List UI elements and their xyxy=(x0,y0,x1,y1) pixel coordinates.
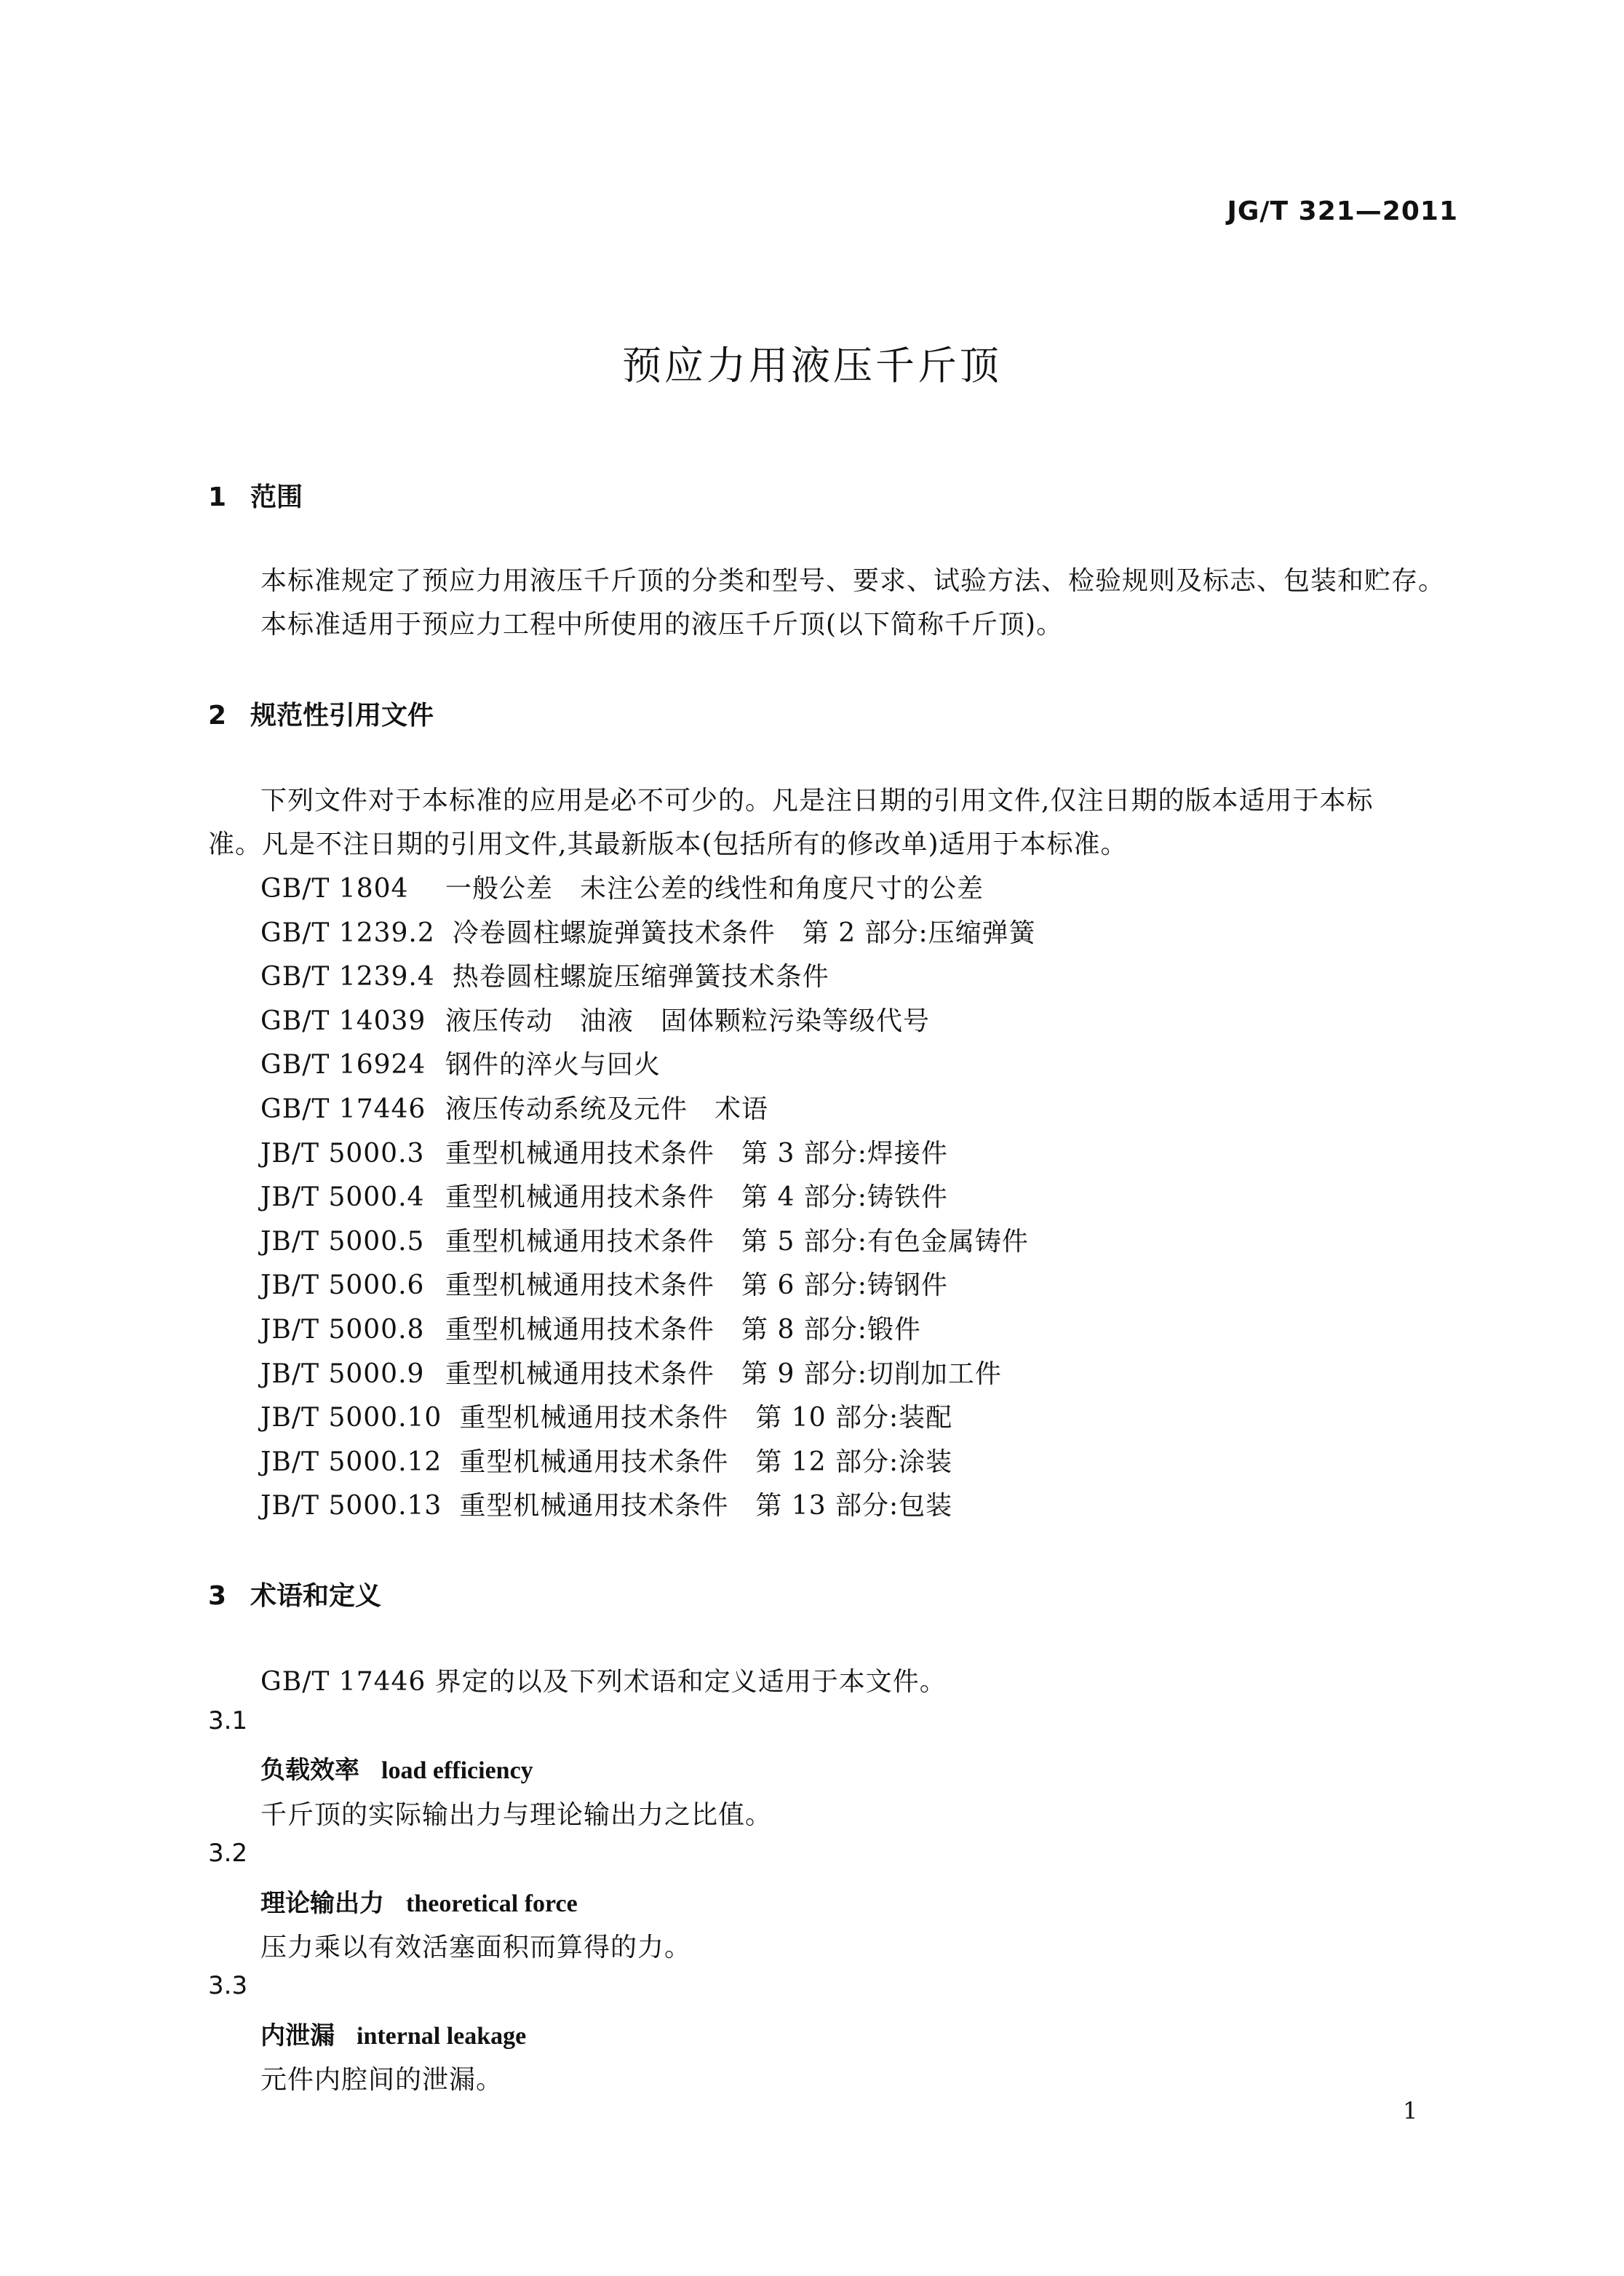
reference-title: 重型机械通用技术条件 第 12 部分:涂装 xyxy=(459,1447,953,1477)
reference-code: GB/T 17446 xyxy=(260,1094,426,1124)
reference-item xyxy=(260,1353,1002,1390)
reference-title: 重型机械通用技术条件 第 6 部分:铸钢件 xyxy=(445,1270,948,1300)
section-title: 范围 xyxy=(250,482,303,512)
reference-item xyxy=(260,1485,952,1522)
reference-item xyxy=(260,868,984,905)
reference-title: 重型机械通用技术条件 第 8 部分:锻件 xyxy=(445,1315,921,1345)
reference-item xyxy=(260,1441,952,1479)
reference-code: JB/T 5000.5 xyxy=(260,1227,425,1257)
term-english: internal leakage xyxy=(357,2023,527,2050)
reference-title: 重型机械通用技术条件 第 9 部分:切削加工件 xyxy=(445,1359,1002,1389)
term-definition: 压力乘以有效活塞面积而算得的力。 xyxy=(260,1933,692,1962)
reference-title: 液压传动系统及元件 术语 xyxy=(445,1094,769,1124)
reference-item xyxy=(260,1133,948,1170)
section-number: 2 xyxy=(208,701,227,731)
reference-code: JB/T 5000.12 xyxy=(260,1447,442,1477)
reference-title: 液压传动 油液 固体颗粒污染等级代号 xyxy=(445,1006,931,1036)
section-number: 1 xyxy=(208,482,227,512)
reference-code: JB/T 5000.13 xyxy=(260,1491,442,1521)
standard-code: JG/T 321—2011 xyxy=(1227,196,1458,226)
document-title: 预应力用液压千斤顶 xyxy=(622,343,1002,389)
reference-item xyxy=(260,1265,948,1302)
reference-code: JB/T 5000.6 xyxy=(260,1270,425,1300)
reference-title: 热卷圆柱螺旋压缩弹簧技术条件 xyxy=(452,962,829,992)
reference-item xyxy=(260,1044,661,1081)
page-number: 1 xyxy=(1403,2097,1418,2125)
term-heading xyxy=(260,2016,526,2051)
reference-item xyxy=(260,912,1036,950)
section-title: 规范性引用文件 xyxy=(250,701,434,731)
reference-code: GB/T 14039 xyxy=(260,1006,426,1036)
reference-code: GB/T 1804 xyxy=(260,874,409,904)
reference-item xyxy=(260,1000,930,1038)
reference-code: JB/T 5000.9 xyxy=(260,1359,425,1389)
reference-code: GB/T 16924 xyxy=(260,1050,426,1080)
paragraph: GB/T 17446 界定的以及下列术语和定义适用于本文件。 xyxy=(260,1667,947,1697)
reference-item xyxy=(260,1177,948,1214)
term-chinese: 内泄漏 xyxy=(260,2021,335,2050)
section-number: 3 xyxy=(208,1581,227,1611)
reference-item xyxy=(260,1309,921,1346)
reference-code: JB/T 5000.3 xyxy=(260,1139,425,1169)
reference-title: 重型机械通用技术条件 第 13 部分:包装 xyxy=(459,1491,953,1521)
term-heading xyxy=(260,1883,578,1919)
paragraph: 下列文件对于本标准的应用是必不可少的。凡是注日期的引用文件,仅注日期的版本适用于本标 xyxy=(260,786,1374,816)
reference-title: 钢件的淬火与回火 xyxy=(445,1050,661,1080)
reference-item xyxy=(260,1089,768,1126)
term-number: 3.2 xyxy=(208,1839,248,1868)
reference-code: JB/T 5000.8 xyxy=(260,1315,425,1345)
term-chinese: 负载效率 xyxy=(260,1756,359,1785)
reference-code: GB/T 1239.2 xyxy=(260,918,435,948)
section-heading-terms-definitions xyxy=(208,1575,381,1612)
section-title: 术语和定义 xyxy=(250,1581,382,1611)
section-heading-normative-references xyxy=(208,695,434,732)
paragraph: 本标准规定了预应力用液压千斤顶的分类和型号、要求、试验方法、检验规则及标志、包装和贮存。 xyxy=(260,566,1446,596)
reference-title: 重型机械通用技术条件 第 4 部分:铸铁件 xyxy=(445,1182,948,1212)
paragraph: 准。凡是不注日期的引用文件,其最新版本(包括所有的修改单)适用于本标准。 xyxy=(208,829,1128,859)
reference-title: 冷卷圆柱螺旋弹簧技术条件 第 2 部分:压缩弹簧 xyxy=(452,918,1036,948)
reference-code: GB/T 1239.4 xyxy=(260,962,435,992)
reference-title: 重型机械通用技术条件 第 5 部分:有色金属铸件 xyxy=(445,1227,1029,1257)
reference-item xyxy=(260,1221,1029,1258)
term-number: 3.1 xyxy=(208,1706,248,1735)
section-heading-scope xyxy=(208,477,303,514)
term-definition: 千斤顶的实际输出力与理论输出力之比值。 xyxy=(260,1800,773,1830)
term-definition: 元件内腔间的泄漏。 xyxy=(260,2065,503,2095)
reference-item xyxy=(260,1397,952,1434)
term-number: 3.3 xyxy=(208,1971,248,2000)
reference-code: JB/T 5000.4 xyxy=(260,1182,425,1212)
reference-title: 重型机械通用技术条件 第 10 部分:装配 xyxy=(459,1403,953,1433)
term-english: load efficiency xyxy=(381,1757,533,1784)
term-english: theoretical force xyxy=(406,1890,578,1917)
term-chinese: 理论输出力 xyxy=(260,1889,384,1918)
reference-code: JB/T 5000.10 xyxy=(260,1403,442,1433)
reference-title: 一般公差 未注公差的线性和角度尺寸的公差 xyxy=(445,874,984,904)
reference-item xyxy=(260,956,829,993)
reference-title: 重型机械通用技术条件 第 3 部分:焊接件 xyxy=(445,1139,948,1169)
paragraph: 本标准适用于预应力工程中所使用的液压千斤顶(以下简称千斤顶)。 xyxy=(260,610,1064,640)
term-heading xyxy=(260,1750,533,1786)
